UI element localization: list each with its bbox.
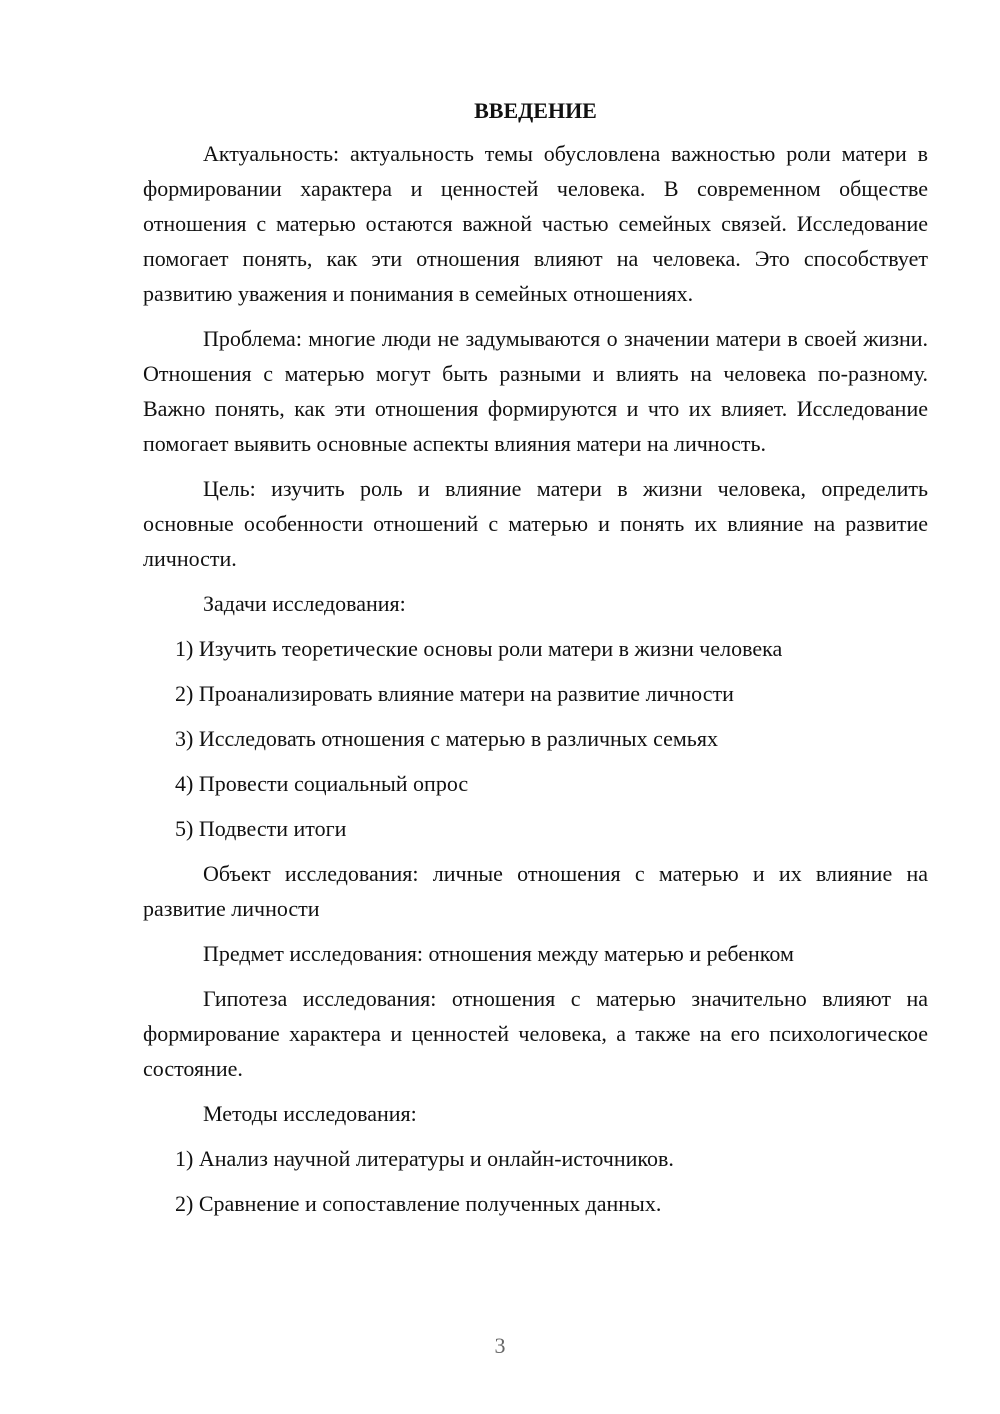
- list-item: 4) Провести социальный опрос: [175, 771, 469, 796]
- list-item: 3) Исследовать отношения с матерью в различных семьях: [175, 726, 718, 751]
- tasks-list: [143, 631, 928, 846]
- tasks-heading: Задачи исследования:: [203, 591, 406, 616]
- methods-heading: Методы исследования:: [203, 1101, 417, 1126]
- subject-paragraph: Предмет исследования: отношения между матерью и ребенком: [203, 941, 794, 966]
- object-paragraph: Объект исследования: личные отношения с матерью и их влияние на развитие личности: [143, 861, 928, 921]
- goal-paragraph: Цель: изучить роль и влияние матери в жизни человека, определить основные особенности отношений с матерью и понять их влияние на развитие личности.: [143, 476, 928, 571]
- section-title: ВВЕДЕНИЕ: [474, 98, 597, 123]
- methods-list: [143, 1141, 928, 1221]
- relevance-paragraph: Актуальность: актуальность темы обусловлена важностью роли матери в формировании характера и ценностей человека. В современном обществе отношения с матерью остаются важной частью семейных связей. Исследование помогает понять, как эти отношения влияют на человека. Это способствует развитию уважения и понимания в семейных отношениях.: [143, 141, 928, 306]
- list-item: 5) Подвести итоги: [175, 816, 347, 841]
- list-item: 1) Изучить теоретические основы роли матери в жизни человека: [175, 636, 783, 661]
- document-page: [143, 93, 928, 1231]
- hypothesis-paragraph: Гипотеза исследования: отношения с матерью значительно влияют на формирование характера и ценностей человека, а также на его психологическое состояние.: [143, 986, 928, 1081]
- list-item: 1) Анализ научной литературы и онлайн-источников.: [175, 1146, 674, 1171]
- page-number: 3: [494, 1333, 506, 1358]
- problem-paragraph: Проблема: многие люди не задумываются о значении матери в своей жизни. Отношения с матерью могут быть разными и влиять на человека по-разному. Важно понять, как эти отношения формируются и что их влияет. Исследование помогает выявить основные аспекты влияния матери на личность.: [143, 326, 928, 456]
- list-item: 2) Сравнение и сопоставление полученных данных.: [175, 1191, 662, 1216]
- list-item: 2) Проанализировать влияние матери на развитие личности: [175, 681, 734, 706]
